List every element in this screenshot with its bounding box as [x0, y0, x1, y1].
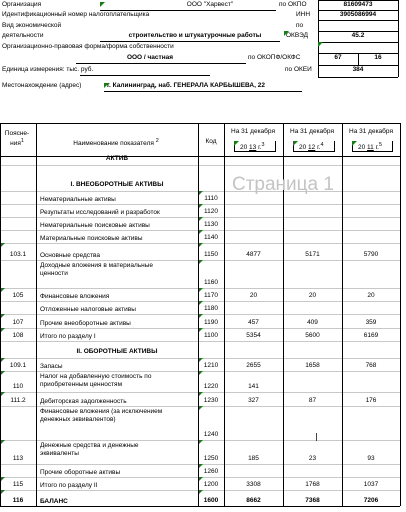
indicator-name: Результаты исследований и разработок — [40, 209, 160, 216]
unit-underline — [80, 75, 210, 76]
indicator-name: Запасы — [40, 363, 63, 370]
cell-comment-marker-icon — [284, 31, 289, 36]
page-watermark: Страница 1 — [232, 174, 334, 195]
code-cell: 1100 — [204, 332, 218, 339]
period-1-header-label: На 31 декабря — [231, 128, 275, 135]
okpo-value[interactable]: 81609473 — [343, 1, 373, 8]
indicator-name: Финансовые вложения (за исключением денежных эквивалентов) — [40, 408, 163, 424]
cell-comment-marker-icon — [104, 83, 109, 88]
indicator-name: Материальные поисковые активы — [40, 235, 143, 242]
column-divider — [0, 123, 1, 506]
note-cell: 109.1 — [9, 362, 27, 369]
text-cursor-icon — [316, 433, 317, 441]
period-3-value-cell[interactable]: 359 — [365, 319, 377, 326]
cell-comment-marker-icon — [293, 141, 298, 146]
period-1-value-cell[interactable]: 3308 — [246, 481, 261, 488]
code-cell: 1130 — [204, 221, 218, 228]
activity-label-line1: Вид экономической — [2, 22, 62, 29]
org-label: Организация — [2, 1, 42, 8]
indicator-name: Отложенные налоговые активы — [40, 306, 136, 313]
legal-form-label: Организационно-правовая форма/форма собственности — [2, 43, 174, 50]
okved-value[interactable]: 45.2 — [351, 32, 365, 39]
code-cell: 1600 — [203, 497, 219, 504]
indicator-name: Итого по разделу II — [40, 482, 98, 489]
inn-description: Идентификационный номер налогоплательщика — [2, 11, 150, 18]
code-cell: 1150 — [204, 251, 218, 258]
code-cell: 1220 — [203, 383, 219, 390]
po-label: по — [296, 22, 304, 29]
okopf-value[interactable]: 67 — [334, 54, 342, 61]
unit-label: Единица измерения: тыс. руб. — [2, 66, 94, 73]
table-bottom-border — [0, 506, 400, 507]
indicator-name: Доходные вложения в материальные ценности — [40, 262, 153, 278]
legal-form-value[interactable]: ООО / частная — [126, 54, 174, 61]
code-cell: 1180 — [204, 305, 218, 312]
cell-comment-marker-icon — [318, 42, 323, 47]
year-box-underline — [352, 151, 392, 152]
org-name: ООО "Харвест" — [186, 1, 234, 8]
period-3-value-cell[interactable]: 176 — [365, 397, 377, 404]
cell-comment-marker-icon — [352, 141, 357, 146]
code-cell: 1120 — [204, 208, 218, 215]
period-2-value-cell[interactable]: 7368 — [305, 497, 320, 504]
column-divider — [400, 123, 401, 506]
year-box-edge — [334, 141, 335, 152]
period-2-value-cell[interactable]: 409 — [307, 319, 318, 326]
indicator-name: Итого по разделу I — [40, 333, 96, 340]
indicator-name: Нематериальные активы — [40, 196, 116, 203]
year-box-edge — [275, 141, 276, 152]
okfs-value[interactable]: 16 — [374, 54, 382, 61]
okei-value[interactable]: 384 — [352, 66, 364, 73]
code-cell: 1200 — [203, 481, 219, 488]
period-2-value-cell[interactable]: 23 — [308, 455, 317, 462]
period-2-value-cell[interactable]: 5171 — [305, 251, 320, 258]
period-1-value-cell[interactable]: 2655 — [246, 362, 261, 369]
period-1-value-cell[interactable]: 5354 — [246, 332, 261, 339]
activity-value[interactable]: строительство и штукатурочные работы — [128, 32, 262, 39]
period-1-value-cell[interactable]: 185 — [248, 455, 259, 462]
note-cell: 105 — [12, 292, 24, 299]
year-box-underline — [234, 151, 275, 152]
code-column-header: Код — [205, 138, 217, 145]
code-cell: 1260 — [203, 468, 219, 475]
indicator-name: Финансовые вложения — [40, 293, 110, 300]
period-2-value-cell[interactable]: 1658 — [305, 362, 320, 369]
indicator-name: Денежные средства и денежные эквиваленты — [40, 442, 139, 458]
okei-label: по ОКЕИ — [285, 66, 312, 73]
period-2-value-cell[interactable]: 1768 — [305, 481, 320, 488]
inn-label: ИНН — [296, 11, 311, 18]
period-3-value-cell[interactable]: 6169 — [363, 332, 379, 339]
location-label: Местонахождение (адрес) — [2, 82, 82, 89]
table-top-border — [0, 123, 400, 124]
okpo-label: по ОКПО — [279, 1, 307, 8]
code-cell: 1160 — [204, 279, 218, 286]
code-cell: 1140 — [204, 234, 218, 241]
note-cell: 116 — [12, 497, 24, 504]
period-3-value-cell[interactable]: 93 — [367, 455, 375, 462]
period-2-year[interactable]: 20 12 г.$^4$ — [299, 142, 324, 152]
code-cell: 1240 — [203, 431, 219, 438]
location-underline — [104, 91, 302, 92]
period-3-value-cell[interactable]: 7206 — [363, 497, 379, 504]
section-heading: АКТИВ — [105, 155, 129, 162]
period-2-header-label: На 31 декабря — [290, 128, 334, 135]
note-cell: 111.2 — [10, 397, 26, 404]
year-box-edge — [392, 141, 393, 152]
indicator-name: Дебиторская задолженность — [40, 398, 127, 405]
period-3-value-cell[interactable]: 768 — [365, 362, 377, 369]
period-1-value-cell[interactable]: 4877 — [246, 251, 261, 258]
period-3-value-cell[interactable]: 20 — [367, 292, 375, 299]
code-cell: 1190 — [204, 319, 218, 326]
code-cell: 1110 — [204, 195, 218, 202]
code-cell: 1210 — [203, 362, 219, 369]
note-cell: 103.1 — [9, 251, 27, 258]
column-divider — [36, 123, 37, 506]
note-column-header: Поясне- ния$^1$ — [4, 130, 30, 148]
note-cell: 115 — [12, 481, 24, 488]
indicator-name: Прочие оборотные активы — [40, 469, 121, 476]
note-cell: 108 — [12, 332, 24, 339]
indicator-name: Налог на добавленную стоимость по приобретенным ценностям — [40, 373, 152, 389]
period-1-year[interactable]: 20 13 г.$^3$ — [240, 142, 265, 152]
period-1-value-cell[interactable]: 457 — [248, 319, 259, 326]
section-heading: I. ВНЕОБОРОТНЫЕ АКТИВЫ — [70, 181, 164, 188]
year-box-underline — [293, 151, 334, 152]
period-1-value-cell[interactable]: 327 — [248, 397, 259, 404]
note-cell: 110 — [12, 383, 24, 390]
column-divider — [198, 123, 199, 506]
period-2-value-cell[interactable]: 87 — [308, 397, 317, 404]
period-1-value-cell[interactable]: 20 — [249, 292, 258, 299]
code-cell: 1250 — [203, 455, 219, 462]
activity-label-line2: деятельности — [2, 32, 44, 39]
note-cell: 113 — [12, 455, 24, 462]
period-3-year[interactable]: 20 11 г.$^5$ — [358, 142, 383, 152]
name-column-header: Наименование показателя $^2$ — [73, 138, 159, 148]
period-1-value-cell[interactable]: 141 — [248, 383, 259, 390]
cell-comment-marker-icon — [234, 141, 239, 146]
okopf-label: по ОКОПФ/ОКФС — [248, 54, 301, 61]
period-2-value-cell[interactable]: 20 — [308, 292, 317, 299]
indicator-name: Прочие внеоборотные активы — [40, 320, 131, 327]
location-value[interactable]: г. Калининград, наб. ГЕНЕРАЛА КАРБЫШЕВА, 22 — [107, 82, 265, 89]
column-divider — [342, 123, 343, 506]
cell-comment-marker-icon — [100, 2, 105, 7]
org-underline — [100, 10, 276, 11]
note-cell: 107 — [12, 319, 24, 326]
period-3-header-label: На 31 декабря — [349, 128, 393, 135]
indicator-name: БАЛАНС — [40, 498, 68, 505]
legal-form-underline — [76, 63, 246, 64]
activity-underline — [100, 41, 280, 42]
inn-value[interactable]: 3905086994 — [339, 11, 377, 18]
period-1-value-cell[interactable]: 8662 — [246, 497, 261, 504]
period-3-value-cell[interactable]: 5790 — [363, 251, 379, 258]
indicator-name: Нематериальные поисковые активы — [40, 222, 150, 229]
code-cell: 1230 — [203, 397, 219, 404]
period-2-value-cell[interactable]: 5600 — [305, 332, 320, 339]
okved-label: ОКВЭД — [286, 32, 309, 39]
code-cell: 1170 — [204, 292, 218, 299]
section-heading: II. ОБОРОТНЫЕ АКТИВЫ — [76, 348, 158, 355]
column-divider — [224, 123, 225, 506]
indicator-name: Основные средства — [40, 252, 100, 259]
period-3-value-cell[interactable]: 1037 — [363, 481, 379, 488]
